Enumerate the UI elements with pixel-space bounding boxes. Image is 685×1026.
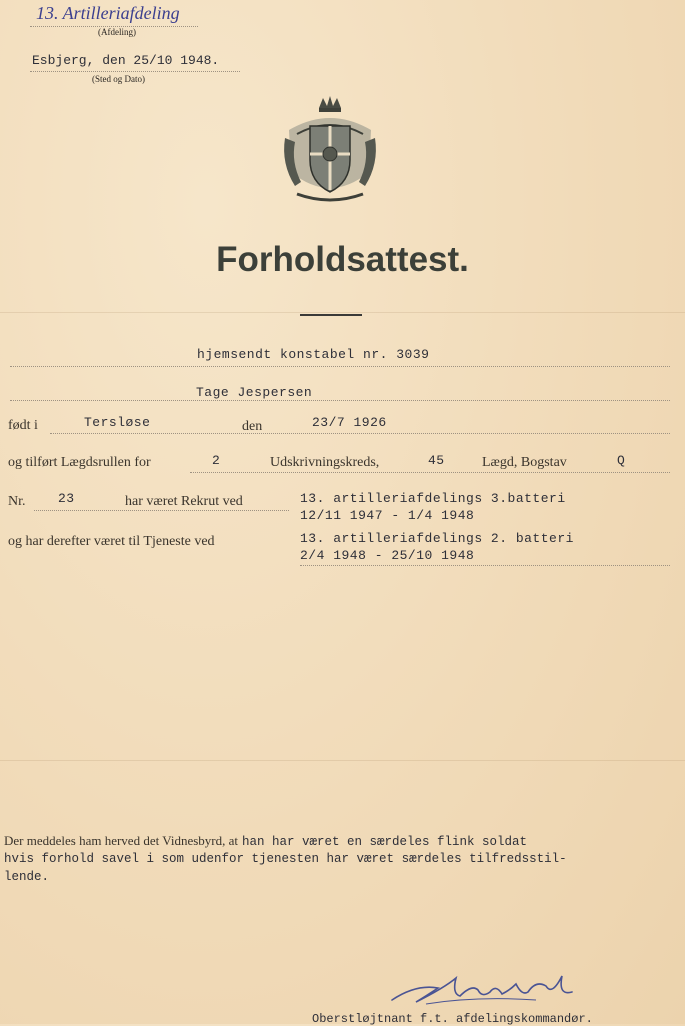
danish-royal-coat-of-arms-icon: [277, 94, 383, 208]
testimony-line-1: [4, 832, 527, 850]
testimony-typed: han har været en særdeles flink soldat: [242, 835, 528, 849]
registry-label: og tilført Lægdsrullen for: [8, 455, 151, 470]
person-name: Tage Jespersen: [196, 385, 313, 400]
paper-fold: [0, 312, 685, 313]
service-line: [300, 565, 670, 566]
nr-label: Nr.: [8, 494, 26, 509]
signer-title: Oberstløjtnant f.t. afdelingskommandør.: [312, 1012, 593, 1026]
laegd-letter: Q: [617, 453, 626, 468]
service-unit: 13. artilleriafdelings 2. batteri: [300, 531, 574, 546]
recruit-line: [34, 510, 289, 511]
unit-stamp: 13. Artilleriafdeling: [36, 3, 180, 23]
recruit-label: har været Rekrut ved: [125, 494, 243, 509]
place-date-caption: (Sted og Dato): [92, 74, 145, 84]
laegd-label: Lægd, Bogstav: [482, 455, 567, 470]
title-rule: [300, 314, 362, 316]
birth-line: [50, 433, 670, 434]
page-title: Forholdsattest.: [216, 240, 469, 279]
rank-line: [10, 366, 670, 367]
district-number: 2: [212, 453, 221, 468]
recruit-period: 12/11 1947 - 1/4 1948: [300, 508, 475, 523]
paper-fold: [0, 760, 685, 761]
laegd-number: 45: [428, 453, 445, 468]
unit-underline: [30, 26, 198, 27]
rank-number: hjemsendt konstabel nr. 3039: [197, 347, 430, 362]
registry-line: [190, 472, 670, 473]
service-label: og har derefter været til Tjeneste ved: [8, 534, 215, 549]
birth-place: Tersløse: [84, 415, 151, 430]
place-date: Esbjerg, den 25/10 1948.: [32, 53, 220, 68]
unit-caption: (Afdeling): [98, 27, 136, 37]
birth-date-label: den: [242, 419, 263, 434]
testimony-line-2: hvis forhold savel i som udenfor tjenesten har været særdeles tilfredsstil-: [4, 852, 567, 866]
birth-date: 23/7 1926: [312, 415, 387, 430]
name-line: [10, 400, 670, 401]
testimony-line-3: lende.: [4, 870, 50, 884]
service-period: 2/4 1948 - 25/10 1948: [300, 548, 475, 563]
born-in-label: født i: [8, 418, 38, 433]
recruit-unit: 13. artilleriafdelings 3.batteri: [300, 491, 566, 506]
district-label: Udskrivningskreds,: [270, 455, 380, 470]
testimony-printed: Der meddeles ham herved det Vidnesbyrd, at: [4, 833, 238, 848]
service-nr: 23: [58, 491, 75, 506]
place-date-underline: [30, 71, 240, 72]
handwritten-signature: [386, 966, 586, 1010]
